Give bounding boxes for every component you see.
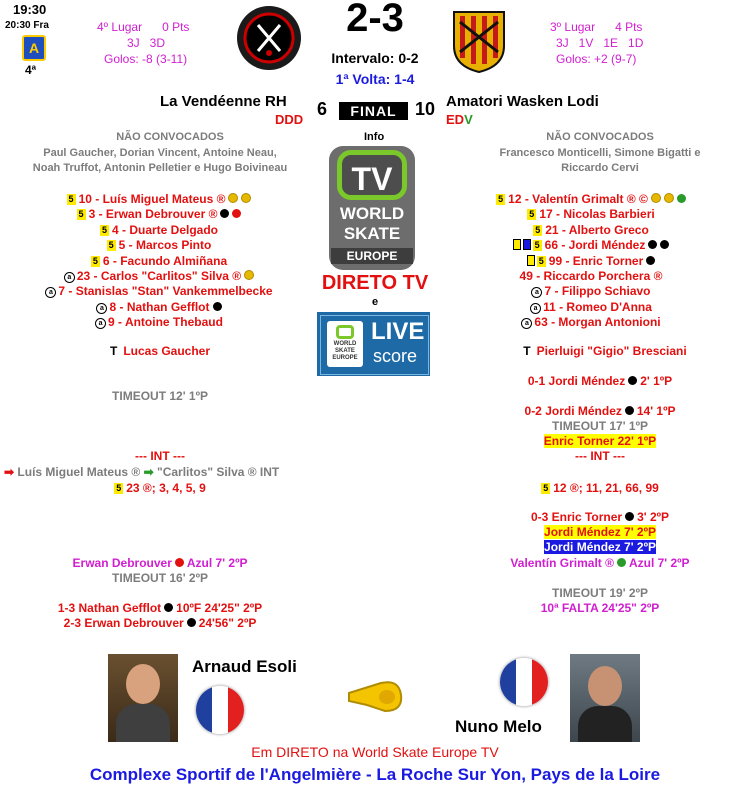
home-not-called-names1: Paul Gaucher, Dorian Vincent, Antoine Neau, [43, 147, 277, 159]
home-player-row [0, 300, 318, 315]
away-form-d: D [454, 112, 465, 127]
substitute-icon: a [530, 303, 541, 314]
referee-1-name: Arnaud Esoli [192, 657, 297, 676]
home-not-called-names2: Noah Truffot, Antonin Pelletier e Hugo Boivineau [32, 162, 288, 174]
home-not-called-title: NÃO CONVOCADOS [116, 131, 224, 143]
away-yellow-2 [480, 525, 720, 539]
home-roster-list [0, 192, 318, 331]
home-int-label: --- INT --- [135, 449, 185, 463]
status-badge-icon: 5 [543, 483, 549, 493]
substitute-icon: a [531, 287, 542, 298]
player-name: 10 - Luís Miguel Mateus ® [78, 192, 226, 206]
player-name: 7 - Stanislas "Stan" Vankemmelbecke [58, 284, 273, 299]
away-goal-2-player: 0-2 Jordi Méndez [524, 404, 622, 418]
status-badge: 5 [92, 255, 98, 266]
away-form-e: E [446, 112, 455, 127]
away-foul: 10ª FALTA 24'25" 2ºP [540, 601, 660, 615]
direto-tv-label[interactable]: DIRETO TV [321, 272, 429, 294]
away-player-row [432, 269, 750, 284]
away-blue-1-text: Jordi Méndez 7' 2ºP [544, 540, 656, 554]
round-badge-letter: A [28, 40, 40, 56]
status-badge: 5 [498, 194, 504, 204]
broadcast-note: Em DIRETO na World Skate Europe TV [251, 744, 499, 760]
match-status-label: FINAL [350, 103, 397, 119]
red-dot-icon [232, 209, 241, 218]
away-goal-3-detail: 3' 2ºP [637, 510, 670, 524]
home-player-row [0, 315, 318, 330]
home-goal-2 [20, 616, 300, 630]
away-goal-1-player: 0-1 Jordi Méndez [527, 374, 626, 388]
first-leg-score: 1ª Volta: 1-4 [335, 71, 415, 87]
player-name: 63 - Morgan Antonioni [534, 315, 661, 330]
france-flag-icon [500, 658, 548, 706]
live-score-logo[interactable] [317, 312, 430, 376]
black-dot-icon [187, 618, 196, 627]
referee-2-photo [570, 654, 640, 742]
away-blue-1 [480, 540, 720, 554]
tv-europe-label: EUROPE [331, 248, 413, 264]
status-badge: 5 [534, 240, 540, 251]
status-badge: 5 [108, 240, 114, 251]
home-player-row [0, 238, 318, 253]
away-player-row [432, 300, 750, 315]
home-coach-name: Lucas Gaucher [123, 344, 211, 358]
black-dot-icon [625, 406, 634, 415]
home-stats-position: 4º Lugar 0 Pts [97, 20, 190, 34]
home-card-1 [40, 556, 280, 570]
green-dot-icon [617, 558, 626, 567]
live-world-label: WORLD SKATE EUROPE [332, 341, 358, 361]
player-name: 5 - Marcos Pinto [118, 238, 212, 253]
home-card-1-player: Erwan Debrouver [72, 556, 172, 570]
black-dot-icon [660, 240, 669, 249]
round-label: 4ª [25, 63, 37, 77]
whistle-icon [347, 679, 405, 715]
status-badge: 5 [535, 224, 541, 235]
player-name: 3 - Erwan Debrouver ® [88, 207, 218, 222]
sub-out-player: Luís Miguel Mateus ® [17, 465, 141, 479]
home-goal-1 [20, 601, 300, 615]
world-skate-mini-icon [327, 321, 363, 367]
france-flag-icon [196, 686, 244, 734]
status-badge-icon: 5 [116, 483, 122, 493]
sub-in-arrow-icon: ➡ [143, 465, 154, 479]
away-lineup-2 [480, 481, 720, 495]
yellow-dot-icon [651, 193, 661, 203]
away-yellow-1 [480, 434, 720, 448]
home-team-logo [236, 5, 302, 71]
away-player-row [432, 254, 750, 269]
black-dot-icon [646, 256, 655, 265]
black-dot-icon [220, 209, 229, 218]
black-dot-icon [648, 240, 657, 249]
status-badge: 5 [529, 209, 535, 220]
away-player-row [432, 207, 750, 222]
away-not-called-title: NÃO CONVOCADOS [546, 131, 654, 143]
player-name: 66 - Jordi Méndez [544, 238, 646, 253]
home-team-form: DDD [275, 112, 304, 127]
player-name: 23 - Carlos "Carlitos" Silva ® [76, 269, 242, 284]
away-stats-record: 3J 1V 1E 1D [556, 36, 644, 50]
substitute-icon: a [96, 303, 107, 314]
home-timeout-1: TIMEOUT 12' 1ºP [112, 389, 208, 403]
interval-score: Intervalo: 0-2 [331, 50, 419, 66]
home-team-name: La Vendéenne RH [160, 93, 287, 110]
match-time: 19:30 [13, 2, 47, 17]
away-card-1-detail: Azul 7' 2ºP [628, 556, 690, 570]
away-player-row [432, 315, 750, 330]
round-badge-icon [22, 35, 46, 61]
player-name: 49 - Riccardo Porchera ® [519, 269, 663, 284]
info-label: Info [364, 131, 385, 143]
blue-card-icon [523, 239, 531, 250]
black-dot-icon [164, 603, 173, 612]
home-goal-2-detail: 24'56" 2ºP [198, 616, 257, 630]
away-player-row [432, 284, 750, 299]
yellow-dot-icon [241, 193, 251, 203]
away-goal-2-detail: 14' 1ºP [636, 404, 676, 418]
away-team-name: Amatori Wasken Lodi [446, 93, 599, 110]
status-badge: 5 [78, 209, 84, 220]
away-team-form [446, 112, 473, 127]
away-roster-list [432, 192, 750, 331]
home-player-row [0, 223, 318, 238]
substitute-icon: a [521, 318, 532, 329]
away-stats-position: 3º Lugar 4 Pts [550, 20, 643, 34]
status-badge: 5 [68, 194, 74, 204]
home-goal-1-player: 1-3 Nathan Gefflot [57, 601, 162, 615]
home-fouls: 6 [317, 99, 328, 119]
local-time: 20:30 Fra [5, 20, 49, 31]
away-goal-1-detail: 2' 1ºP [640, 374, 673, 388]
away-team-logo [450, 8, 508, 74]
away-stats-goals: Golos: +2 (9-7) [556, 52, 637, 66]
tv-big-label: TV [351, 161, 393, 197]
home-player-row [0, 207, 318, 222]
status-badge: 5 [538, 255, 544, 266]
player-name: 6 - Facundo Almiñana [102, 253, 228, 268]
live-label: LIVE [371, 318, 425, 345]
final-score: 2-3 [346, 0, 404, 40]
green-dot-icon [677, 194, 686, 203]
player-name: 99 - Enric Torner [548, 253, 644, 268]
tv-skate-label: SKATE [343, 224, 401, 243]
home-goal-1-detail: 10ºF 24'25" 2ºP [176, 601, 263, 615]
away-goal-1 [480, 374, 720, 388]
score-label: score [373, 346, 418, 366]
away-not-called-names2: Riccardo Cervi [561, 162, 639, 174]
yellow-dot-icon [228, 193, 238, 203]
home-player-row [0, 269, 318, 284]
away-card-1 [470, 556, 730, 570]
away-goal-2 [480, 404, 720, 418]
home-substitution [4, 465, 279, 479]
away-fouls: 10 [415, 99, 436, 119]
home-lineup-2 [60, 481, 260, 495]
home-timeout-2: TIMEOUT 16' 2ºP [112, 571, 208, 585]
red-dot-icon [175, 558, 184, 567]
coach-icon: T [109, 344, 118, 358]
tv-world-label: WORLD [339, 204, 405, 223]
away-card-1-player: Valentín Grimalt ® [510, 556, 614, 570]
away-yellow-2-text: Jordi Méndez 7' 2ºP [544, 525, 656, 539]
match-status-badge [339, 102, 408, 120]
substitute-icon: a [64, 272, 75, 283]
away-goal-3 [480, 510, 720, 524]
away-coach-name: Pierluigi "Gigio" Bresciani [536, 344, 687, 358]
away-not-called-names1: Francesco Monticelli, Simone Bigatti e [499, 147, 701, 159]
yellow-card-icon [513, 239, 521, 250]
sub-in-player: "Carlitos" Silva ® INT [157, 465, 280, 479]
substitute-icon: a [95, 318, 106, 329]
black-dot-icon [213, 302, 222, 311]
yellow-dot-icon [664, 193, 674, 203]
home-stats-record: 3J 3D [127, 36, 166, 50]
home-player-row [0, 254, 318, 269]
player-name: 12 - Valentín Grimalt ® © [508, 192, 648, 206]
tv-icon [337, 150, 407, 200]
away-yellow-1-text: Enric Torner 22' 1ºP [543, 434, 657, 448]
away-player-row [432, 223, 750, 238]
player-name: 4 - Duarte Delgado [111, 222, 219, 237]
home-stats-goals: Golos: -8 (3-11) [104, 52, 188, 66]
player-name: 21 - Alberto Greco [545, 222, 649, 237]
home-coach [60, 344, 260, 358]
away-player-row [432, 192, 750, 207]
away-timeout-2: TIMEOUT 19' 2ºP [552, 586, 648, 600]
sub-out-arrow-icon: ➡ [4, 465, 15, 479]
player-name: 7 - Filippo Schiavo [544, 284, 651, 299]
player-name: 8 - Nathan Gefflot [109, 299, 210, 314]
away-timeout-1: TIMEOUT 17' 1ºP [552, 419, 648, 433]
referee-1-photo [108, 654, 178, 742]
substitute-icon: a [45, 287, 56, 298]
yellow-dot-icon [244, 270, 254, 280]
home-player-row [0, 192, 318, 207]
player-name: 17 - Nicolas Barbieri [539, 207, 655, 222]
home-lineup-2-text: 23 ®; 3, 4, 5, 9 [126, 481, 206, 495]
home-player-row [0, 284, 318, 299]
world-skate-tv-logo[interactable] [329, 146, 415, 270]
venue: Complexe Sportif de l'Angelmière - La Roche Sur Yon, Pays de la Loire [89, 765, 661, 784]
away-coach [480, 344, 730, 358]
yellow-card-icon [527, 255, 535, 266]
away-player-row [432, 238, 750, 253]
and-label: e [371, 296, 379, 308]
away-form-v: V [464, 112, 473, 127]
away-lineup-2-text: 12 ®; 11, 21, 66, 99 [553, 481, 659, 495]
status-badge: 5 [101, 224, 107, 235]
referee-2-name: Nuno Melo [455, 717, 542, 736]
player-name: 11 - Romeo D'Anna [543, 299, 652, 314]
away-goal-3-player: 0-3 Enric Torner [530, 510, 623, 524]
black-dot-icon [625, 512, 634, 521]
black-dot-icon [628, 376, 637, 385]
coach-icon: T [523, 344, 531, 358]
home-card-1-detail: Azul 7' 2ºP [186, 556, 248, 570]
player-name: 9 - Antoine Thebaud [108, 315, 223, 330]
away-int-label: --- INT --- [575, 449, 625, 463]
home-goal-2-player: 2-3 Erwan Debrouver [63, 616, 184, 630]
